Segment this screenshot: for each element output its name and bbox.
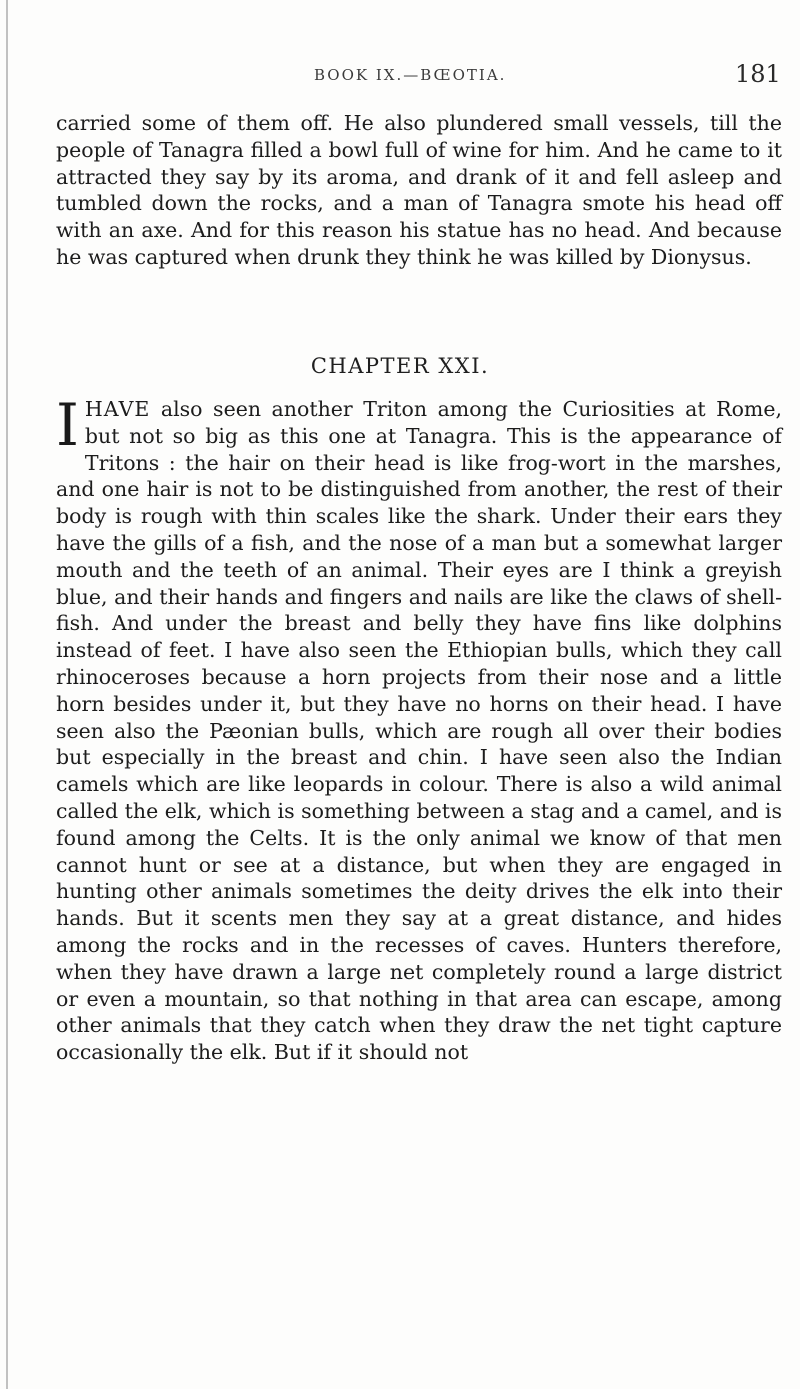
paragraph-continuation	[56, 110, 782, 271]
chapter-heading: CHAPTER XXI.	[310, 354, 490, 378]
lead-in-word: HAVE	[84, 397, 151, 421]
running-head-title: BOOK IX.—BŒOTIA.	[314, 66, 507, 84]
chapter-opening-paragraph	[56, 391, 782, 1066]
paragraph-1-text: carried some of them off. He also plundered small vessels, till the people of Tanagra filled a bowl full of wine for him. And he came to it attracted they say by its aroma, and drank of it and fell asleep and tumbled down the rocks, and a man of Tanagra smote his head off with an axe. And for this reason his statue has no head. And because he was captured when drunk they think he was killed by Dionysus.	[56, 111, 782, 269]
page-number: 181	[735, 60, 781, 88]
page-edge-line	[6, 0, 8, 1389]
paragraph-2-text: also seen another Triton among the Curiosities at Rome, but not so big as this one at Tanagra. This is the appearance of Tritons : the hair on their head is like frog-wort in the marshes, and one hair is not to be distinguished from another, the rest of their body is rough with thin scales like the shark. Under their ears they have the gills of a fish, and the nose of a man but a somewhat larger mouth and the teeth of an animal. Their eyes are I think a greyish blue, and their hands and fingers and nails are like the claws of shell-fish. And under the breast and belly they have fins like dolphins instead of feet. I have also seen the Ethiopian bulls, which they call rhinoceroses because a horn projects from their nose and a little horn besides under it, but they have no horns on their head. I have seen also the Pæonian bulls, which are rough all over their bodies but especially in the breast and chin. I have seen also the Indian camels which are like leopards in colour. There is also a wild animal called the elk, which is something between a stag and a camel, and is found among the Celts. It is the only animal we know of that men cannot hunt or see at a distance, but when they are engaged in hunting other animals sometimes the deity drives the elk into their hands. But it scents men they say at a great distance, and hides among the rocks and in the recesses of caves. Hunters therefore, when they have drawn a large net completely round a large district or even a mountain, so that nothing in that area can escape, among other animals that they catch when they draw the net tight capture occasionally the elk. But if it should not	[56, 397, 782, 1065]
drop-cap: I	[56, 391, 79, 459]
running-head	[0, 60, 800, 90]
